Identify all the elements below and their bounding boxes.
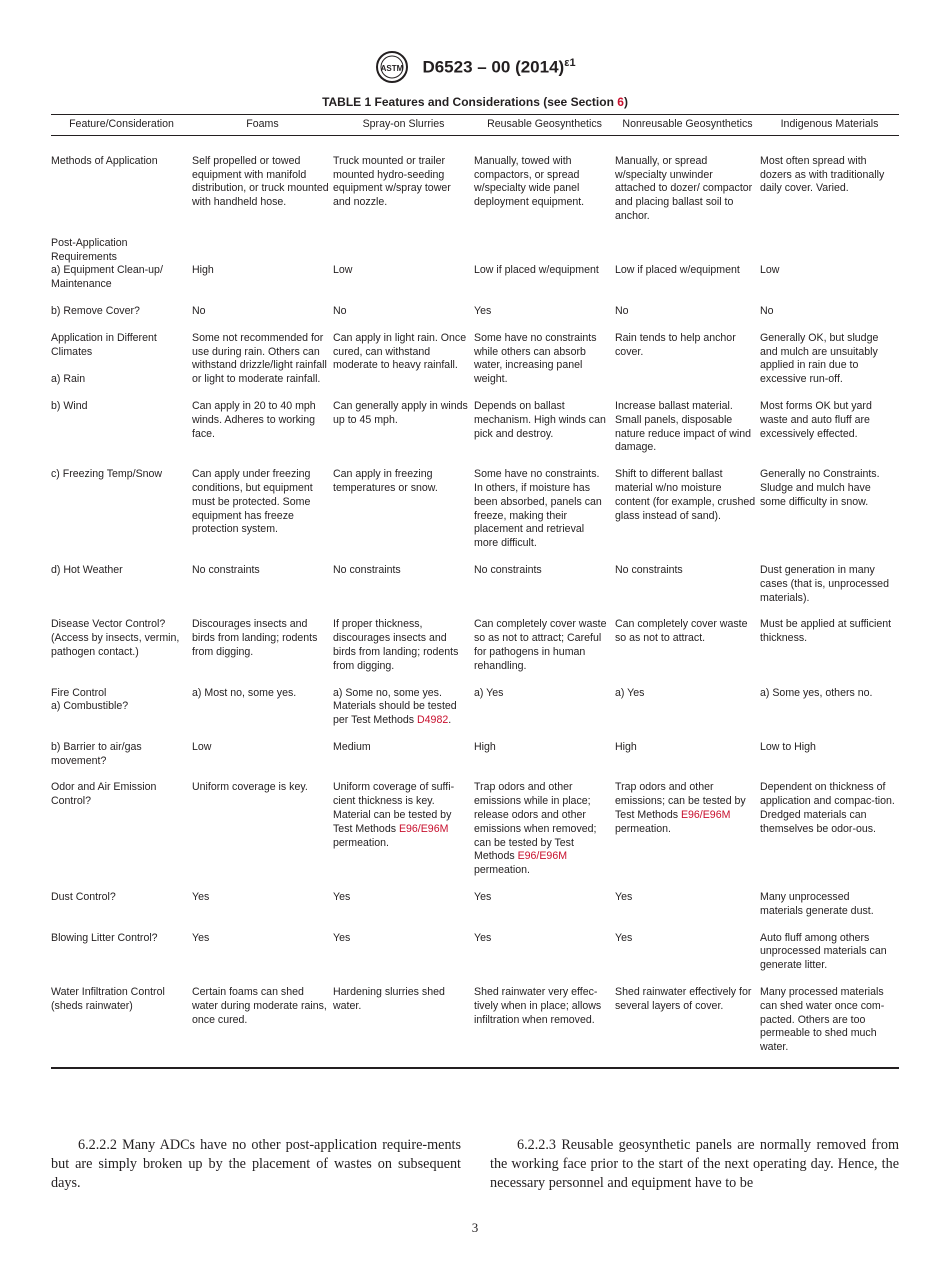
feature-cell: Application in Different Climates a) Rain <box>51 332 192 400</box>
feature-cell: Fire Control a) Combustible? <box>51 687 192 741</box>
table-cell: Yes <box>615 931 633 944</box>
table-cell: Many processed materials can shed water once com-pacted. Others are too permeable to shed much water. <box>760 986 899 1068</box>
table-cell: Low if placed w/equipment <box>474 264 599 277</box>
table-cell: a) Yes <box>474 686 504 699</box>
table-row <box>51 618 899 686</box>
table-cell: Must be applied at sufficient thickness. <box>760 618 892 645</box>
feature-cell: b) Barrier to air/gas movement? <box>51 740 142 767</box>
table-row <box>51 468 899 564</box>
table-cell: Can apply in light rain. Once cured, can withstand moderate to heavy rainfall. <box>333 331 467 372</box>
table-cell: Yes <box>474 891 492 904</box>
table-cell: Yes <box>615 891 633 904</box>
standard-link[interactable]: E96/E96M <box>398 822 449 835</box>
table-cell: Certain foams can shed water during moderate rains, once cured. <box>192 986 333 1068</box>
table-cell: Low if placed w/equipment <box>615 264 740 277</box>
table-header-row <box>51 115 899 136</box>
table-cell: Can apply under freezing conditions, but equipment must be protected. Some equipment has freeze protection system. <box>192 468 313 536</box>
table-cell: If proper thickness, discourages insects and birds from landing; rodents from digging. <box>333 618 459 672</box>
feature-cell: Dust Control? <box>51 891 116 904</box>
table-cell: Low <box>192 740 212 753</box>
standard-link[interactable]: E96/E96M <box>517 850 568 863</box>
table-cell: Rain tends to help anchor cover. <box>615 331 736 358</box>
table-cell: No <box>760 304 774 317</box>
table-row <box>51 564 899 618</box>
table-row <box>51 305 899 332</box>
astm-logo <box>374 50 410 84</box>
table-row <box>51 781 899 891</box>
column-header: Nonreusable Geosynthetics <box>615 115 760 136</box>
table-cell: Truck mounted or trailer mounted hydro-seeding equipment w/spray tower and nozzle. <box>333 154 451 209</box>
feature-cell: d) Hot Weather <box>51 563 123 576</box>
table-cell: Auto fluff among others unprocessed materials can generate litter. <box>760 931 887 972</box>
table-cell: Low to High <box>760 740 816 753</box>
column-header: Foams <box>192 115 333 136</box>
page-header <box>0 50 950 84</box>
feature-group-title: Application in Different Climates <box>51 331 157 358</box>
designation: D6523 – 00 $(2014)^{\varepsilon 1}$ <box>422 56 576 77</box>
table-cell: Discourages insects and birds from landing; rodents from digging. <box>192 618 318 658</box>
table-cell: a) Some no, some yes. Materials should be tested per Test Methods D4982. <box>333 686 457 727</box>
paragraph-6-2-2-2: 6.2.2.2 Many ADCs have no other post-application require-ments but are simply broken up by the placement of wastes on subsequent days. <box>51 1137 461 1191</box>
table-cell: Can completely cover waste so as not to attract. <box>615 618 748 645</box>
table-cell: Trap odors and other emissions; can be tested by Test Methods E96/E96M permeation. <box>615 781 746 835</box>
table-cell: Uniform coverage is key. <box>192 781 308 794</box>
standard-link[interactable]: E96/E96M <box>680 809 731 822</box>
table-cell: Can apply in 20 to 40 mph winds. Adheres to working face. <box>192 399 316 440</box>
table-row <box>51 891 899 932</box>
feature-cell: b) Remove Cover? <box>51 304 140 317</box>
column-header: Indigenous Materials <box>760 115 899 136</box>
table-cell: Manually, towed with compactors, or spread w/specialty wide panel deployment equipment. <box>474 154 585 209</box>
table-cell: No <box>333 304 347 317</box>
column-header: Spray-on Slurries <box>333 115 474 136</box>
table-row <box>51 932 899 986</box>
table-cell: Shed rainwater effectively for several layers of cover. <box>615 986 760 1068</box>
table-cell: Generally OK, but sludge and mulch are unsuitably applied in rain due to excessive run-off. <box>760 331 879 386</box>
table-row <box>51 741 899 782</box>
table-cell: No constraints <box>333 563 401 576</box>
table-cell: Yes <box>333 931 351 944</box>
table-cell: Uniform coverage of suffi-cient thickness is key. Material can be tested by Test Methods E96/E96M permeation. <box>333 781 455 849</box>
table-cell: Most often spread with dozers as with traditionally daily cover. Varied. <box>760 154 885 195</box>
table-cell: Shed rainwater very effec-tively when in place; allows infiltration when removed. <box>474 986 615 1068</box>
table-cell: Yes <box>474 304 492 317</box>
table-cell: High <box>192 264 214 277</box>
table-cell: Low <box>760 264 780 277</box>
table-cell: Yes <box>192 891 210 904</box>
table-cell: No constraints <box>615 563 683 576</box>
table-cell: Most forms OK but yard waste and auto fluff are excessively effected. <box>760 399 872 440</box>
column-header: Reusable Geosynthetics <box>474 115 615 136</box>
table-row <box>51 986 899 1068</box>
features-table <box>51 114 899 1069</box>
table-cell: Dependent on thickness of application and compac-tion. Dredged materials can themselves be odor-ous. <box>760 781 895 835</box>
table-row <box>51 332 899 400</box>
feature-cell: Blowing Litter Control? <box>51 931 158 944</box>
feature-cell: c) Freezing Temp/Snow <box>51 468 163 481</box>
table-cell: Yes <box>333 891 351 904</box>
page-number: 3 <box>471 1220 479 1235</box>
table-row <box>51 135 899 236</box>
table-cell: a) Most no, some yes. <box>192 686 297 699</box>
table-cell: No <box>615 304 629 317</box>
table-cell: Trap odors and other emissions while in place; release odors and other emissions when removed; can be tested by Test Methods E96/E96M permeation. <box>474 781 597 877</box>
table-cell: a) Yes <box>615 686 645 699</box>
table-cell: Generally no Constraints. Sludge and mulch have some difficulty in snow. <box>760 468 880 508</box>
table-row <box>51 237 899 305</box>
table-cell: Many unprocessed materials generate dust. <box>760 891 874 917</box>
feature-group-title: Post-Application Requirements <box>51 236 128 263</box>
feature-cell: Post-Application Requirements a) Equipment Clean-up/ Maintenance <box>51 237 192 305</box>
svg-text:ASTM: ASTM <box>381 64 404 73</box>
table-cell: Depends on ballast mechanism. High winds can pick and destroy. <box>474 399 606 440</box>
table-cell: Low <box>333 264 353 277</box>
table-title: TABLE 1 Features and Considerations (see Section 6) <box>322 95 628 109</box>
table-cell: Some have no constraints. In others, if moisture has been absorbed, panels can freeze, making their placement and retrieval more difficult. <box>474 468 602 550</box>
table-cell: Yes <box>474 931 492 944</box>
table-cell: Increase ballast material. Small panels, disposable nature reduce impact of wind damage. <box>615 399 752 454</box>
feature-cell: Disease Vector Control? (Access by insects, vermin, pathogen contact.) <box>51 618 180 658</box>
table-cell: Shift to different ballast material w/no moisture content (for example, crushed glass instead of sand). <box>615 468 756 522</box>
table-cell: Some not recommended for use during rain. Others can withstand drizzle/light rainfall or light to moderate rainfall. <box>192 331 327 386</box>
table-cell: Self propelled or towed equipment with manifold distribution, or truck mounted with handheld hose. <box>192 154 329 209</box>
table-cell: Some have no constraints while others can absorb water, increasing panel weight. <box>474 331 597 386</box>
table-cell: Medium <box>333 740 371 753</box>
table-cell: Yes <box>192 931 210 944</box>
table-cell: Hardening slurries shed water. <box>333 986 474 1068</box>
table-cell: High <box>615 740 637 753</box>
table-cell: Can generally apply in winds up to 45 mph. <box>333 399 468 426</box>
table-row <box>51 400 899 468</box>
section-link[interactable]: 6 <box>617 95 624 109</box>
table-row <box>51 687 899 741</box>
table-cell: High <box>474 740 496 753</box>
table-cell: Manually, or spread w/specialty unwinder attached to dozer/ compactor and placing ballast soil to anchor. <box>615 154 753 222</box>
feature-cell: Methods of Application <box>51 154 158 167</box>
standard-link[interactable]: D4982 <box>417 714 449 727</box>
table-cell: No constraints <box>192 563 260 576</box>
feature-cell: Odor and Air Emission Control? <box>51 781 157 808</box>
table-cell: Can apply in freezing temperatures or snow. <box>333 468 438 494</box>
table-cell: No constraints <box>474 563 542 576</box>
table-cell: Dust generation in many cases (that is, unprocessed materials). <box>760 563 889 604</box>
table-cell: No <box>192 304 206 317</box>
table-cell: a) Some yes, others no. <box>760 686 873 699</box>
table-cell: Can completely cover waste so as not to attract; Careful for pathogens in human rehandling. <box>474 618 607 672</box>
column-header: Feature/Consideration <box>51 115 192 136</box>
paragraph-6-2-2-3: 6.2.2.3 Reusable geosynthetic panels are normally removed from the working face prior to the start of the next operating day. Hence, the necessary personnel and equipment have to be <box>490 1137 899 1191</box>
feature-cell: b) Wind <box>51 399 88 412</box>
feature-group-title: Fire Control <box>51 686 107 699</box>
feature-cell: Water Infiltration Control (sheds rainwater) <box>51 986 192 1068</box>
